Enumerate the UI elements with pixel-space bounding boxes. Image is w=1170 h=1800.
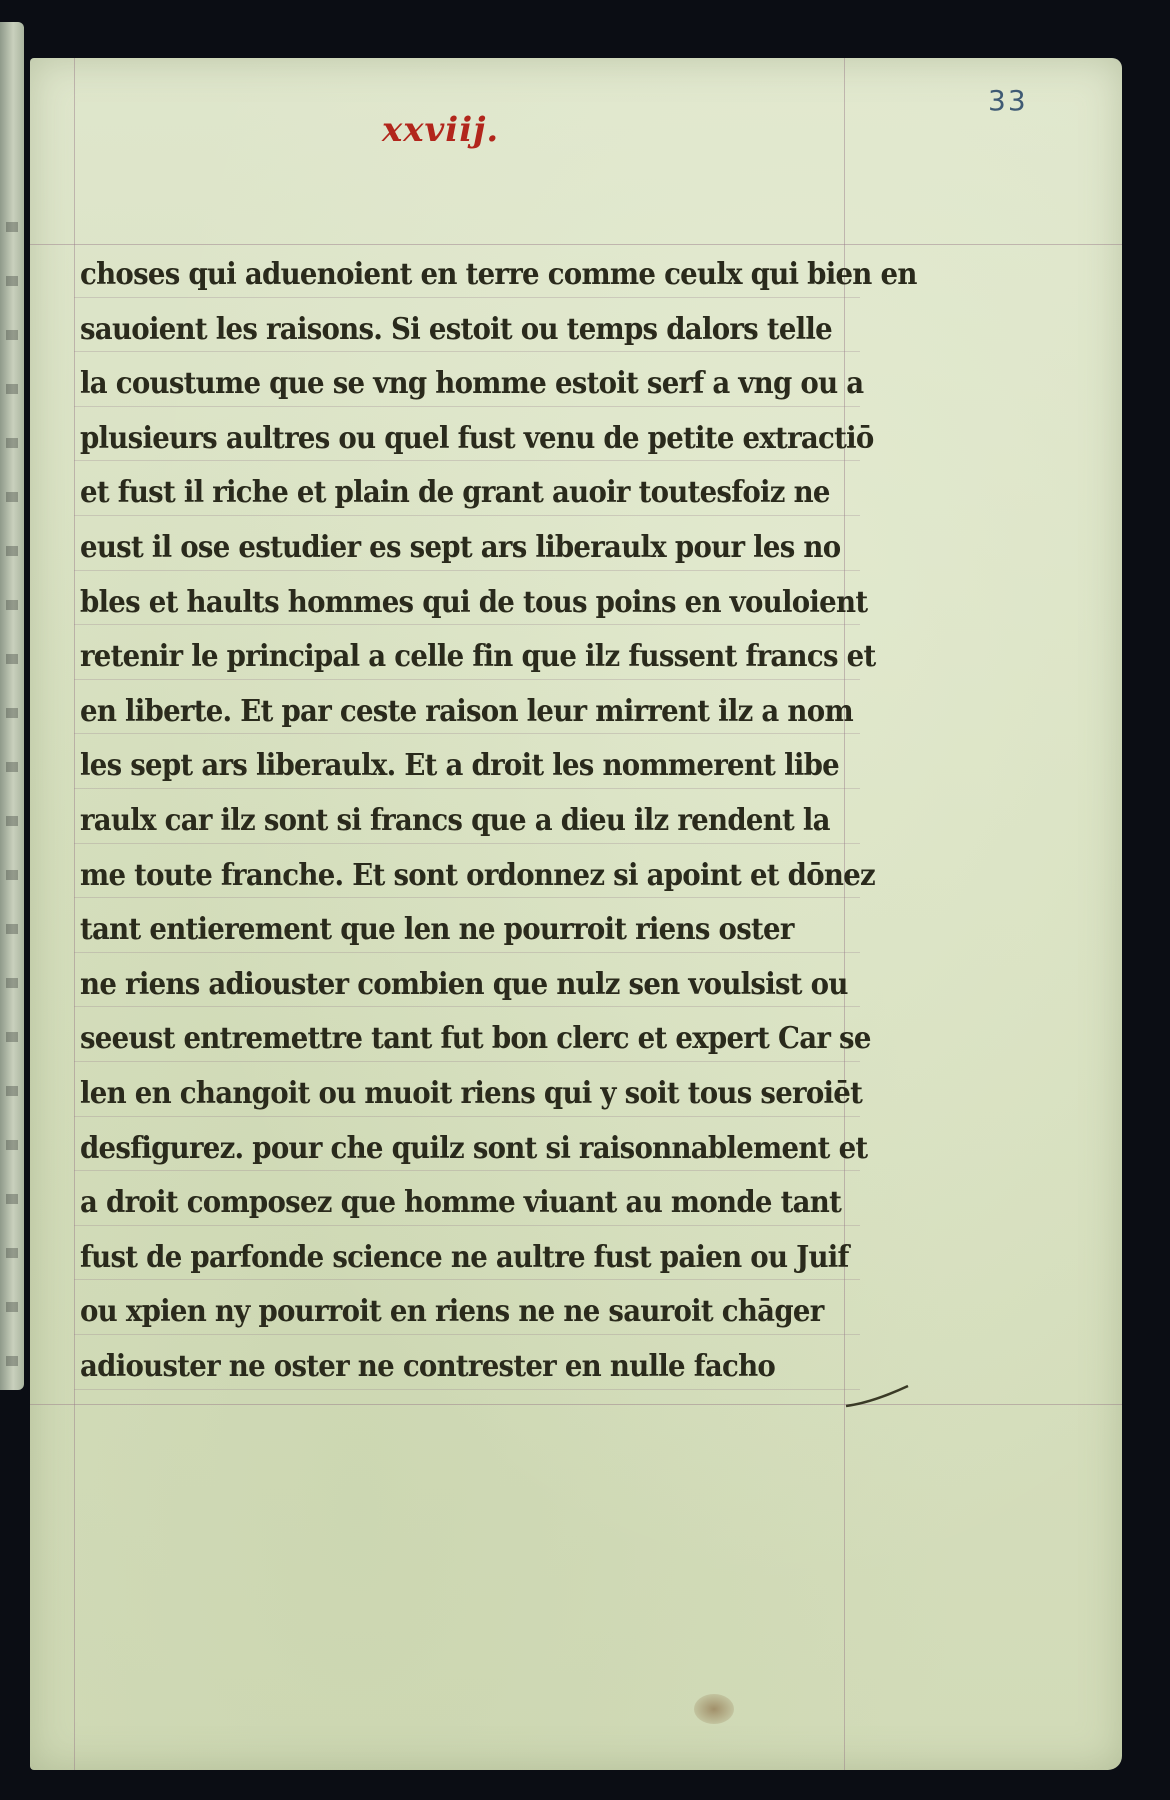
- left-margin-rule: [74, 58, 75, 1770]
- text-line: me toute franche. Et sont ordonnez si apoint et dōnez: [80, 857, 875, 893]
- text-line: seeust entremettre tant fut bon clerc et expert Car se: [80, 1021, 871, 1057]
- bottom-text-rule: [30, 1404, 1122, 1405]
- previous-leaf-text-marks: [6, 222, 18, 1402]
- text-line: plusieurs aultres ou quel fust venu de petite extractiō: [80, 420, 874, 456]
- text-line: tant entierement que len ne pourroit riens oster: [80, 912, 794, 948]
- text-line: bles et haults hommes qui de tous poins en vouloient: [80, 584, 868, 620]
- folio-page: [30, 58, 1122, 1770]
- text-block: [80, 248, 917, 1394]
- text-line: raulx car ilz sont si francs que a dieu ilz rendent la: [80, 802, 830, 838]
- text-line: desfigurez. pour che quilz sont si raisonnablement et: [80, 1130, 868, 1166]
- text-line: et fust il riche et plain de grant auoir toutesfoiz ne: [80, 475, 830, 511]
- line-end-flourish-icon: [842, 1384, 912, 1412]
- text-line: ne riens adiouster combien que nulz sen voulsist ou: [80, 966, 848, 1002]
- top-text-rule: [30, 244, 1122, 245]
- text-line: adiouster ne oster ne contrester en nulle facho: [80, 1348, 776, 1384]
- text-line: retenir le principal a celle fin que ilz fussent francs et: [80, 639, 876, 675]
- text-line: choses qui aduenoient en terre comme ceulx qui bien en: [80, 257, 917, 292]
- text-line: len en changoit ou muoit riens qui y soit tous seroiēt: [80, 1075, 863, 1111]
- text-line: en liberte. Et par ceste raison leur mirrent ilz a nom: [80, 693, 853, 729]
- text-line: sauoient les raisons. Si estoit ou temps dalors telle: [80, 311, 833, 347]
- text-line: ou xpien ny pourroit en riens ne ne sauroit chāger: [80, 1294, 824, 1330]
- parchment-stain: [694, 1694, 734, 1724]
- previous-leaf-edge: [0, 22, 24, 1390]
- text-line: a droit composez que homme viuant au monde tant: [80, 1185, 842, 1221]
- text-line: fust de parfonde science ne aultre fust paien ou Juif: [80, 1239, 849, 1275]
- text-line: les sept ars liberaulx. Et a droit les nommerent libe: [80, 748, 839, 784]
- chapter-heading: xxviij.: [382, 110, 500, 150]
- text-line: eust il ose estudier es sept ars liberaulx pour les no: [80, 529, 841, 565]
- text-line: la coustume que se vng homme estoit serf a vng ou a: [80, 366, 864, 402]
- page-number: 33: [988, 84, 1028, 117]
